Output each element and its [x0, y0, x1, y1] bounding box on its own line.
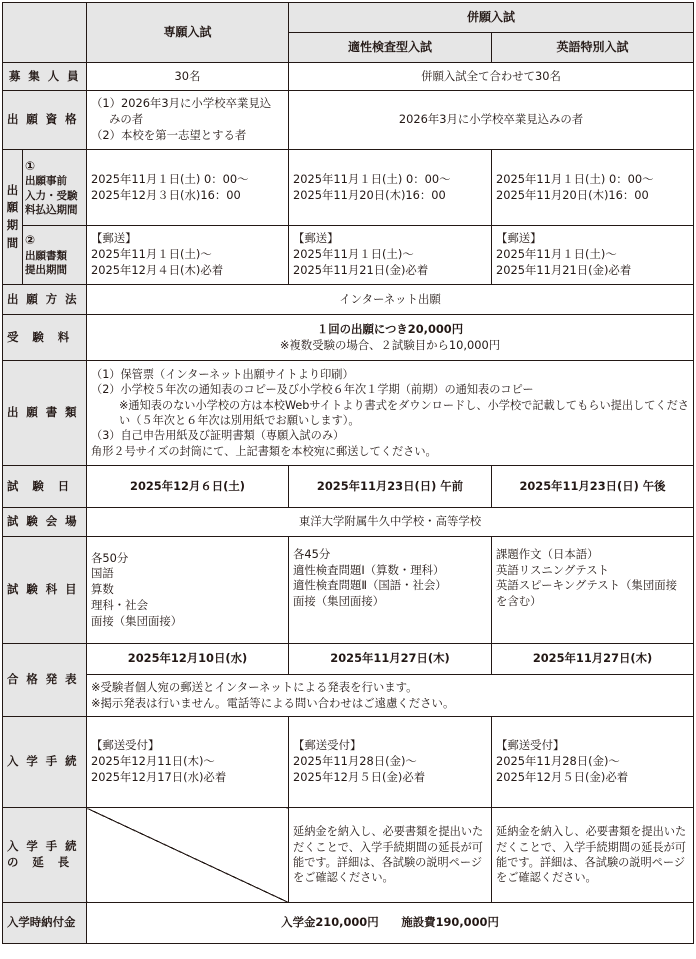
kamoku-line: 各45分: [293, 547, 331, 561]
kamoku-line: 面接（集団面接）: [91, 613, 183, 628]
kikan-row2-senkan: [87, 226, 289, 285]
kikan-row1-eigo: [492, 150, 694, 226]
admission-table: [2, 2, 694, 944]
gokaku-label: 合格発表: [7, 672, 85, 687]
date-line: 【郵送】: [91, 231, 137, 246]
row-label-ryo: [3, 315, 87, 361]
hoho-value: インターネット出願: [87, 285, 694, 315]
shorui-line: 角形２号サイズの封筒にて、上記書類を本校宛に郵送してください。: [91, 444, 437, 458]
kikan-label-char: 間: [6, 235, 19, 250]
ryo-label: 受験料: [7, 329, 84, 344]
kamoku-line: 国語: [91, 566, 114, 581]
kamoku-line: 英語リスニングテスト: [496, 562, 609, 577]
kikan-row1-senkan: [87, 150, 289, 226]
tetsuzuki-label: 入学手続: [7, 754, 85, 769]
kikan-row2-label-line: 提出期間: [25, 264, 67, 277]
date-line: 2025年11月28日(金)～: [293, 754, 417, 769]
date-line: 2025年12月５日(金)必着: [293, 769, 426, 784]
boshu-label: 募集人員: [9, 68, 87, 83]
kamoku-line: 面接（集団面接）: [293, 594, 385, 609]
row-label-encho: [3, 808, 87, 903]
shikaku-senkan-line: みの者: [109, 112, 144, 127]
date-line: 2025年11月１日(土) 0：00～: [496, 171, 654, 186]
kamoku-line: 各50分: [91, 550, 129, 565]
nofukin-label: 入学時納付金: [7, 915, 76, 930]
hoho-label: 出願方法: [7, 291, 85, 306]
kikan-row2-label: [23, 226, 87, 285]
date-line: 2025年11月20日(木)16：00: [496, 187, 649, 202]
gokaku-note: [87, 675, 694, 717]
boshu-senkan: 30名: [87, 63, 289, 91]
kikan-label-char: 出: [6, 182, 19, 197]
tetsuzuki-tekisei: [289, 717, 492, 808]
shorui-line: ※通知表のない小学校の方は本校Webサイトより書式をダウンロードし、小学校で記載してもらい提出してください（５年次と６年次は別用紙でお願いします）。: [119, 398, 689, 427]
tetsuzuki-eigo: [492, 717, 694, 808]
shikaku-label: 出願資格: [7, 112, 85, 127]
date-line: 2025年12月４日(木)必着: [91, 262, 224, 277]
kamoku-line: 適性検査問題Ⅰ（算数・理科）: [293, 562, 445, 577]
kaijo-value: 東洋大学附属牛久中学校・高等学校: [87, 508, 694, 537]
header-tekisei: 適性検査型入試: [289, 33, 492, 63]
ryo-value: [87, 315, 694, 361]
kamoku-line: 算数: [91, 582, 114, 597]
date-line: 2025年11月21日(金)必着: [293, 262, 429, 277]
kikan-label-char: 願: [6, 200, 19, 215]
shikaku-senkan-line: （1）2026年3月に小学校卒業見込: [91, 96, 272, 111]
date-line: 【郵送受付】: [496, 738, 565, 753]
date-line: 2025年12月５日(金)必着: [496, 769, 629, 784]
encho-label-line1: 入学手続: [7, 839, 85, 854]
shorui-label: 出願書類: [7, 405, 85, 420]
date-line: 【郵送】: [496, 231, 542, 246]
encho-eigo: 延納金を納入し、必要書類を提出いただくことで、入学手続期間の延長が可能です。詳細は、各試験の説明ページをご確認ください。: [492, 808, 694, 903]
kikan-row1-label-line: 出願事前: [25, 175, 67, 188]
date-line: 2025年11月１日(土)～: [91, 247, 212, 262]
shikenbi-tekisei: 2025年11月23日(日) 午前: [289, 466, 492, 508]
header-corner: [3, 3, 87, 63]
boshu-heigan: 併願入試全て合わせて30名: [289, 63, 694, 91]
date-line: 2025年12月11日(木)～: [91, 754, 215, 769]
date-line: 2025年12月３日(水)16：00: [91, 187, 241, 202]
shikenbi-senkan: 2025年12月６日(土): [87, 466, 289, 508]
header-heigan: 併願入試: [289, 3, 694, 33]
kamoku-senkan: [87, 537, 289, 644]
row-label-hoho: [3, 285, 87, 315]
encho-label-line2: の延長: [7, 855, 84, 869]
kikan-row1-label-line: 料払込期間: [25, 204, 78, 217]
shorui-value: [87, 361, 694, 466]
shorui-line: （2）小学校５年次の通知表のコピー及び小学校６年次１学期（前期）の通知表のコピー: [91, 383, 534, 397]
header-eigo: 英語特別入試: [492, 33, 694, 63]
ryo-line1: １回の出願につき20,000円: [316, 321, 464, 336]
row-label-kamoku: [3, 537, 87, 644]
gokaku-note-line: ※受験者個人宛の郵送とインターネットによる発表を行います。: [91, 679, 418, 694]
date-line: 2025年12月17日(水)必着: [91, 769, 227, 784]
kikan-row1-label-line: 入力・受験: [25, 189, 78, 202]
gokaku-senkan: 2025年12月10日(水): [87, 644, 289, 675]
date-line: 【郵送受付】: [91, 738, 160, 753]
shikaku-senkan-line: （2）本校を第一志望とする者: [91, 127, 247, 142]
encho-tekisei: 延納金を納入し、必要書類を提出いただくことで、入学手続期間の延長が可能です。詳細は、各試験の説明ページをご確認ください。: [289, 808, 492, 903]
kikan-row2-label-line: 出願書類: [25, 249, 67, 262]
shorui-line: （1）保管票（インターネット出願サイトより印刷）: [91, 367, 354, 381]
date-line: 【郵送受付】: [293, 738, 362, 753]
row-label-gokaku: [3, 644, 87, 717]
shikenbi-eigo: 2025年11月23日(日) 午後: [492, 466, 694, 508]
date-line: 2025年11月１日(土) 0：00～: [293, 171, 451, 186]
row-label-nofukin: [3, 903, 87, 944]
encho-senkan-empty: [87, 808, 289, 903]
kamoku-line: 課題作文（日本語）: [496, 547, 599, 561]
kaijo-label: 試験会場: [7, 514, 85, 529]
date-line: 2025年11月１日(土)～: [293, 247, 414, 262]
row-label-boshu: [3, 63, 87, 91]
kikan-row1-label: [23, 150, 87, 226]
kikan-row2-tekisei: [289, 226, 492, 285]
kamoku-eigo: [492, 537, 694, 644]
date-line: 2025年11月21日(金)必着: [496, 262, 632, 277]
kamoku-line: を含む）: [496, 594, 542, 609]
kikan-row2-num: ②: [25, 233, 36, 248]
kikan-row1-num: ①: [25, 158, 36, 173]
nofukin-value: 入学金210,000円 施設費190,000円: [87, 903, 694, 944]
row-label-shikenbi: [3, 466, 87, 508]
row-label-tetsuzuki: [3, 717, 87, 808]
kikan-row2-eigo: [492, 226, 694, 285]
shikaku-heigan: 2026年3月に小学校卒業見込みの者: [289, 91, 694, 150]
row-label-shikaku: [3, 91, 87, 150]
shikaku-senkan: [87, 91, 289, 150]
date-line: 【郵送】: [293, 231, 339, 246]
date-line: 2025年11月28日(金)～: [496, 754, 620, 769]
header-senkan: 専願入試: [87, 3, 289, 63]
gokaku-eigo: 2025年11月27日(木): [492, 644, 694, 675]
shorui-line: （3）自己申告用紙及び証明書類（専願入試のみ）: [91, 429, 345, 443]
kamoku-line: 理科・社会: [91, 597, 148, 612]
kikan-label-char: 期: [6, 218, 19, 232]
kamoku-line: 英語スピーキングテスト（集団面接: [496, 578, 677, 593]
tetsuzuki-senkan: [87, 717, 289, 808]
kamoku-tekisei: [289, 537, 492, 644]
gokaku-note-line: ※掲示発表は行いません。電話等による問い合わせはご遠慮ください。: [91, 695, 455, 710]
date-line: 2025年11月１日(土) 0：00～: [91, 171, 249, 186]
kamoku-line: 適性検査問題Ⅱ（国語・社会）: [293, 578, 447, 593]
kikan-row1-tekisei: [289, 150, 492, 226]
kikan-label: [3, 150, 23, 285]
date-line: 2025年11月20日(木)16：00: [293, 187, 446, 202]
date-line: 2025年11月１日(土)～: [496, 247, 617, 262]
kamoku-label: 試験科目: [7, 582, 85, 597]
row-label-kaijo: [3, 508, 87, 537]
ryo-line2: ※複数受験の場合、２試験目から10,000円: [279, 337, 501, 352]
shikenbi-label: 試験日: [7, 478, 84, 493]
row-label-shorui: [3, 361, 87, 466]
gokaku-tekisei: 2025年11月27日(木): [289, 644, 492, 675]
